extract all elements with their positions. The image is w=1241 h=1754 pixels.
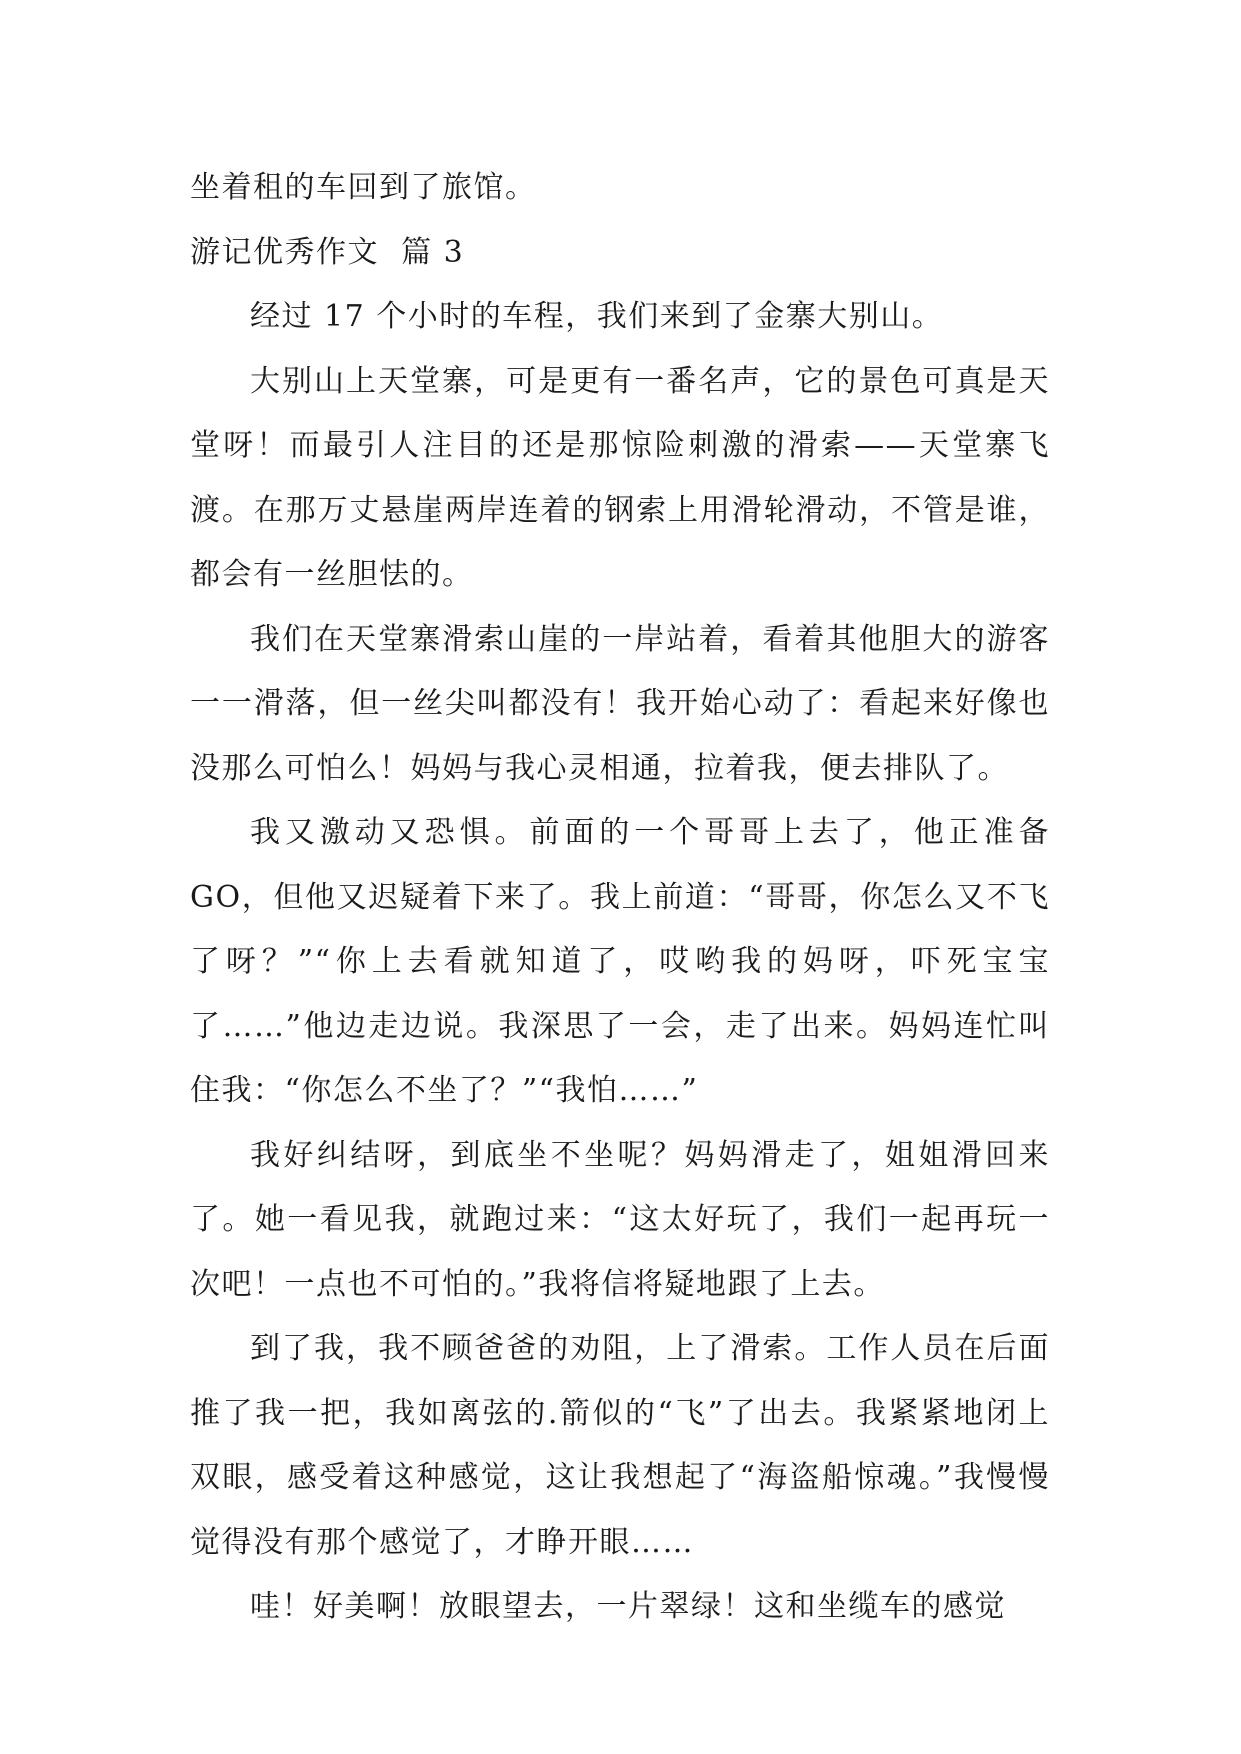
continued-line: 坐着租的车回到了旅馆。 bbox=[190, 170, 537, 205]
section-title: 游记优秀作文 篇 3 bbox=[190, 234, 465, 270]
paragraph: 经过 17 个小时的车程，我们来到了金寨大别山。 bbox=[250, 299, 944, 334]
paragraph: 我们在天堂寨滑索山崖的一岸站着，看着其他胆大的游客一一滑落，但一丝尖叫都没有！我开始心动了：看起来好像也没那么可怕么！妈妈与我心灵相通，拉着我，便去排队了。 bbox=[190, 621, 1050, 786]
paragraph: 大别山上天堂寨，可是更有一番名声，它的景色可真是天堂呀！而最引人注目的还是那惊险刺激的滑索——天堂寨飞渡。在那万丈悬崖两岸连着的钢索上用滑轮滑动，不管是谁，都会有一丝胆怯的。 bbox=[190, 363, 1050, 592]
paragraph: 到了我，我不顾爸爸的劝阻，上了滑索。工作人员在后面推了我一把，我如离弦的.箭似的“飞”了出去。我紧紧地闭上双眼，感受着这种感觉，这让我想起了“海盗船惊魂。”我慢慢觉得没有那个感觉了，才睁开眼…… bbox=[190, 1331, 1050, 1560]
paragraph: 我又激动又恐惧。前面的一个哥哥上去了，他正准备GO，但他又迟疑着下来了。我上前道：“哥哥，你怎么又不飞了呀？”“你上去看就知道了，哎哟我的妈呀，吓死宝宝了……”他边走边说。我深思了一会，走了出来。妈妈连忙叫住我：“你怎么不坐了？”“我怕……” bbox=[190, 815, 1050, 1108]
document-page bbox=[190, 156, 1050, 1640]
paragraph: 我好纠结呀，到底坐不坐呢？妈妈滑走了，姐姐滑回来了。她一看见我，就跑过来：“这太好玩了，我们一起再玩一次吧！一点也不可怕的。”我将信将疑地跟了上去。 bbox=[190, 1137, 1050, 1302]
paragraph: 哇！好美啊！放眼望去，一片翠绿！这和坐缆车的感觉 bbox=[250, 1589, 1006, 1624]
